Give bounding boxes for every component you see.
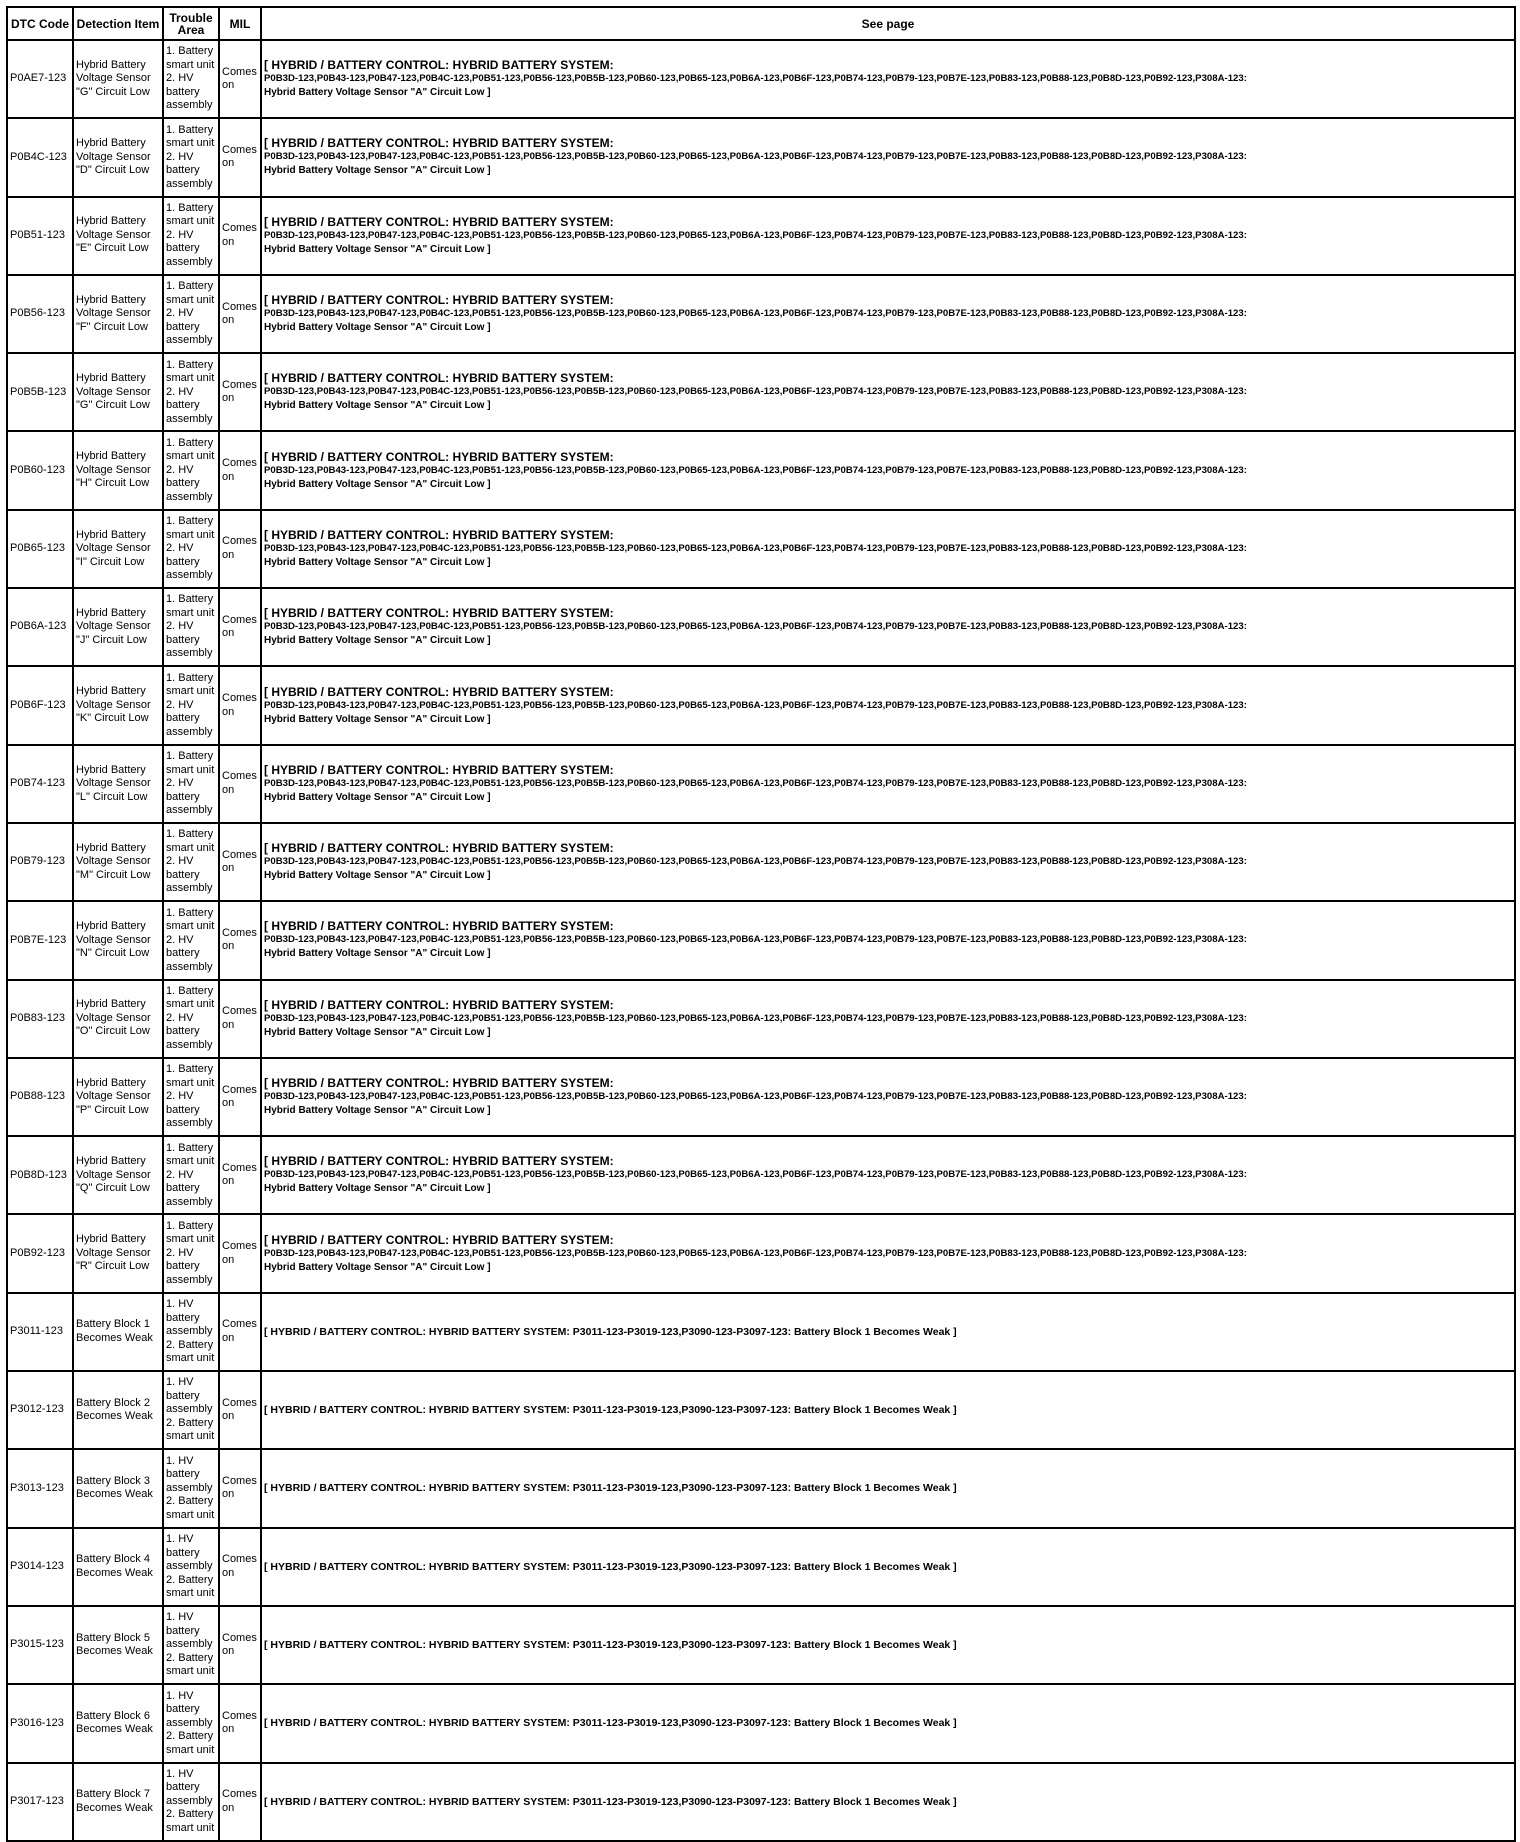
see-page-description: Hybrid Battery Voltage Sensor "A" Circuit Low ] [264,322,491,334]
see-page-link[interactable]: [ HYBRID / BATTERY CONTROL: HYBRID BATTERY SYSTEM: P3011-123-P3019-123,P3090-123-P3097-123: Battery Block 1 Becomes Weak ] [261,1371,1515,1449]
mil-cell: Comes on [219,1371,261,1449]
see-page-description: Hybrid Battery Voltage Sensor "A" Circuit Low ] [264,791,491,803]
mil-cell: Comes on [219,901,261,979]
see-page-title: [ HYBRID / BATTERY CONTROL: HYBRID BATTERY SYSTEM: [264,214,614,229]
detection-item-cell: Hybrid Battery Voltage Sensor "L" Circuit Low [73,745,163,823]
table-row [7,118,1515,196]
dtc-code-cell: P0B56-123 [7,275,73,353]
mil-cell: Comes on [219,666,261,744]
see-page-link[interactable] [261,1058,1515,1136]
see-page-title: [ HYBRID / BATTERY CONTROL: HYBRID BATTERY SYSTEM: [264,293,614,308]
see-page-link[interactable] [261,1136,1515,1214]
dtc-table [6,6,1516,1842]
mil-cell: Comes on [219,745,261,823]
mil-cell: Comes on [219,197,261,275]
see-page-title: [ HYBRID / BATTERY CONTROL: HYBRID BATTERY SYSTEM: [264,136,614,151]
dtc-table-sheet [6,6,1514,1842]
detection-item-cell: Battery Block 5 Becomes Weak [73,1606,163,1684]
table-row [7,1214,1515,1292]
see-page-description: Hybrid Battery Voltage Sensor "A" Circuit Low ] [264,1026,491,1038]
see-page-description: Hybrid Battery Voltage Sensor "A" Circuit Low ] [264,165,491,177]
see-page-link[interactable] [261,1214,1515,1292]
see-page-codes: P0B3D-123,P0B43-123,P0B47-123,P0B4C-123,P0B51-123,P0B56-123,P0B5B-123,P0B60-123,P0B65-123,P0B6A-123,P0B6F-123,P0B74-123,P0B79-123,P0B7E-123,P0B83-123,P0B88-123,P0B8D-123,P0B92-123,P308A-123: [264,1247,1247,1259]
detection-item-cell: Battery Block 1 Becomes Weak [73,1293,163,1371]
table-row [7,1528,1515,1606]
trouble-area-cell: 1. Battery smart unit 2. HV battery assembly [163,1214,219,1292]
dtc-code-cell: P3016-123 [7,1684,73,1762]
trouble-area-cell: 1. HV battery assembly 2. Battery smart unit [163,1293,219,1371]
see-page-description: Hybrid Battery Voltage Sensor "A" Circuit Low ] [264,400,491,412]
trouble-area-cell: 1. Battery smart unit 2. HV battery assembly [163,980,219,1058]
see-page-link[interactable] [261,823,1515,901]
table-row [7,588,1515,666]
see-page-description: Hybrid Battery Voltage Sensor "A" Circuit Low ] [264,1183,491,1195]
dtc-code-cell: P0B6A-123 [7,588,73,666]
table-row [7,901,1515,979]
mil-cell: Comes on [219,431,261,509]
trouble-area-cell: 1. Battery smart unit 2. HV battery assembly [163,823,219,901]
trouble-area-cell: 1. HV battery assembly 2. Battery smart unit [163,1371,219,1449]
dtc-code-cell: P0B8D-123 [7,1136,73,1214]
mil-cell: Comes on [219,1058,261,1136]
table-row [7,1606,1515,1684]
dtc-code-cell: P0B51-123 [7,197,73,275]
mil-cell: Comes on [219,353,261,431]
see-page-link[interactable] [261,275,1515,353]
detection-item-cell: Hybrid Battery Voltage Sensor "H" Circuit Low [73,431,163,509]
trouble-area-cell: 1. Battery smart unit 2. HV battery assembly [163,353,219,431]
see-page-description: Hybrid Battery Voltage Sensor "A" Circuit Low ] [264,948,491,960]
see-page-codes: P0B3D-123,P0B43-123,P0B47-123,P0B4C-123,P0B51-123,P0B56-123,P0B5B-123,P0B60-123,P0B65-123,P0B6A-123,P0B6F-123,P0B74-123,P0B79-123,P0B7E-123,P0B83-123,P0B88-123,P0B8D-123,P0B92-123,P308A-123: [264,308,1247,320]
dtc-code-cell: P0B65-123 [7,510,73,588]
see-page-codes: P0B3D-123,P0B43-123,P0B47-123,P0B4C-123,P0B51-123,P0B56-123,P0B5B-123,P0B60-123,P0B65-123,P0B6A-123,P0B6F-123,P0B74-123,P0B79-123,P0B7E-123,P0B83-123,P0B88-123,P0B8D-123,P0B92-123,P308A-123: [264,934,1247,946]
detection-item-cell: Hybrid Battery Voltage Sensor "E" Circuit Low [73,197,163,275]
dtc-code-cell: P3011-123 [7,1293,73,1371]
detection-item-cell: Hybrid Battery Voltage Sensor "R" Circuit Low [73,1214,163,1292]
table-row [7,353,1515,431]
see-page-codes: P0B3D-123,P0B43-123,P0B47-123,P0B4C-123,P0B51-123,P0B56-123,P0B5B-123,P0B60-123,P0B65-123,P0B6A-123,P0B6F-123,P0B74-123,P0B79-123,P0B7E-123,P0B83-123,P0B88-123,P0B8D-123,P0B92-123,P308A-123: [264,777,1247,789]
see-page-codes: P0B3D-123,P0B43-123,P0B47-123,P0B4C-123,P0B51-123,P0B56-123,P0B5B-123,P0B60-123,P0B65-123,P0B6A-123,P0B6F-123,P0B74-123,P0B79-123,P0B7E-123,P0B83-123,P0B88-123,P0B8D-123,P0B92-123,P308A-123: [264,542,1247,554]
see-page-link[interactable]: [ HYBRID / BATTERY CONTROL: HYBRID BATTERY SYSTEM: P3011-123-P3019-123,P3090-123-P3097-123: Battery Block 1 Becomes Weak ] [261,1763,1515,1841]
see-page-link[interactable] [261,588,1515,666]
mil-cell: Comes on [219,1528,261,1606]
table-row [7,431,1515,509]
see-page-description: Hybrid Battery Voltage Sensor "A" Circuit Low ] [264,1261,491,1273]
trouble-area-cell: 1. Battery smart unit 2. HV battery assembly [163,118,219,196]
see-page-link[interactable]: [ HYBRID / BATTERY CONTROL: HYBRID BATTERY SYSTEM: P3011-123-P3019-123,P3090-123-P3097-123: Battery Block 1 Becomes Weak ] [261,1684,1515,1762]
see-page-codes: P0B3D-123,P0B43-123,P0B47-123,P0B4C-123,P0B51-123,P0B56-123,P0B5B-123,P0B60-123,P0B65-123,P0B6A-123,P0B6F-123,P0B74-123,P0B79-123,P0B7E-123,P0B83-123,P0B88-123,P0B8D-123,P0B92-123,P308A-123: [264,621,1247,633]
see-page-title: [ HYBRID / BATTERY CONTROL: HYBRID BATTERY SYSTEM: [264,684,614,699]
mil-cell: Comes on [219,275,261,353]
see-page-link[interactable] [261,431,1515,509]
dtc-code-cell: P0B92-123 [7,1214,73,1292]
see-page-link[interactable] [261,197,1515,275]
table-row [7,1763,1515,1841]
mil-cell: Comes on [219,1214,261,1292]
see-page-title: [ HYBRID / BATTERY CONTROL: HYBRID BATTERY SYSTEM: [264,841,614,856]
see-page-codes: P0B3D-123,P0B43-123,P0B47-123,P0B4C-123,P0B51-123,P0B56-123,P0B5B-123,P0B60-123,P0B65-123,P0B6A-123,P0B6F-123,P0B74-123,P0B79-123,P0B7E-123,P0B83-123,P0B88-123,P0B8D-123,P0B92-123,P308A-123: [264,73,1247,85]
see-page-codes: P0B3D-123,P0B43-123,P0B47-123,P0B4C-123,P0B51-123,P0B56-123,P0B5B-123,P0B60-123,P0B65-123,P0B6A-123,P0B6F-123,P0B74-123,P0B79-123,P0B7E-123,P0B83-123,P0B88-123,P0B8D-123,P0B92-123,P308A-123: [264,1169,1247,1181]
table-row [7,510,1515,588]
detection-item-cell: Hybrid Battery Voltage Sensor "Q" Circuit Low [73,1136,163,1214]
dtc-code-cell: P3015-123 [7,1606,73,1684]
table-row [7,275,1515,353]
see-page-title: [ HYBRID / BATTERY CONTROL: HYBRID BATTERY SYSTEM: [264,997,614,1012]
see-page-link[interactable]: [ HYBRID / BATTERY CONTROL: HYBRID BATTERY SYSTEM: P3011-123-P3019-123,P3090-123-P3097-123: Battery Block 1 Becomes Weak ] [261,1449,1515,1527]
see-page-description: Hybrid Battery Voltage Sensor "A" Circuit Low ] [264,87,491,99]
trouble-area-cell: 1. Battery smart unit 2. HV battery assembly [163,275,219,353]
trouble-area-cell: 1. HV battery assembly 2. Battery smart unit [163,1606,219,1684]
dtc-code-cell: P0B88-123 [7,1058,73,1136]
table-row [7,745,1515,823]
trouble-area-cell: 1. Battery smart unit 2. HV battery assembly [163,745,219,823]
dtc-code-cell: P0B74-123 [7,745,73,823]
detection-item-cell: Battery Block 4 Becomes Weak [73,1528,163,1606]
see-page-description: Hybrid Battery Voltage Sensor "A" Circuit Low ] [264,1105,491,1116]
trouble-area-cell: 1. Battery smart unit 2. HV battery assembly [163,510,219,588]
see-page-link[interactable]: [ HYBRID / BATTERY CONTROL: HYBRID BATTERY SYSTEM: P3011-123-P3019-123,P3090-123-P3097-123: Battery Block 1 Becomes Weak ] [261,1528,1515,1606]
detection-item-cell: Hybrid Battery Voltage Sensor "M" Circuit Low [73,823,163,901]
mil-cell: Comes on [219,510,261,588]
see-page-link[interactable] [261,510,1515,588]
see-page-title: [ HYBRID / BATTERY CONTROL: HYBRID BATTERY SYSTEM: [264,1154,614,1169]
table-row [7,197,1515,275]
dtc-code-cell: P3017-123 [7,1763,73,1841]
see-page-codes: P0B3D-123,P0B43-123,P0B47-123,P0B4C-123,P0B51-123,P0B56-123,P0B5B-123,P0B60-123,P0B65-123,P0B6A-123,P0B6F-123,P0B74-123,P0B79-123,P0B7E-123,P0B83-123,P0B88-123,P0B8D-123,P0B92-123,P308A-123: [264,151,1247,163]
dtc-code-cell: P0B6F-123 [7,666,73,744]
detection-item-cell: Hybrid Battery Voltage Sensor "K" Circuit Low [73,666,163,744]
mil-cell: Comes on [219,980,261,1058]
dtc-code-cell: P3014-123 [7,1528,73,1606]
trouble-area-cell: 1. Battery smart unit 2. HV battery assembly [163,431,219,509]
table-row [7,823,1515,901]
detection-item-cell: Hybrid Battery Voltage Sensor "J" Circuit Low [73,588,163,666]
detection-item-cell: Hybrid Battery Voltage Sensor "F" Circuit Low [73,275,163,353]
see-page-link[interactable] [261,666,1515,744]
dtc-code-cell: P0AE7-123 [7,40,73,118]
mil-cell: Comes on [219,1763,261,1841]
mil-cell: Comes on [219,1293,261,1371]
see-page-title: [ HYBRID / BATTERY CONTROL: HYBRID BATTERY SYSTEM: [264,449,614,464]
detection-item-cell: Hybrid Battery Voltage Sensor "G" Circuit Low [73,40,163,118]
see-page-codes: P0B3D-123,P0B43-123,P0B47-123,P0B4C-123,P0B51-123,P0B56-123,P0B5B-123,P0B60-123,P0B65-123,P0B6A-123,P0B6F-123,P0B74-123,P0B79-123,P0B7E-123,P0B83-123,P0B88-123,P0B8D-123,P0B92-123,P308A-123: [264,856,1247,868]
trouble-area-cell: 1. HV battery assembly 2. Battery smart unit [163,1684,219,1762]
see-page-description: Hybrid Battery Voltage Sensor "A" Circuit Low ] [264,478,491,490]
header-mil: MIL [219,7,261,40]
see-page-title: [ HYBRID / BATTERY CONTROL: HYBRID BATTERY SYSTEM: [264,762,614,777]
detection-item-cell: Hybrid Battery Voltage Sensor "D" Circuit Low [73,118,163,196]
see-page-codes: P0B3D-123,P0B43-123,P0B47-123,P0B4C-123,P0B51-123,P0B56-123,P0B5B-123,P0B60-123,P0B65-123,P0B6A-123,P0B6F-123,P0B74-123,P0B79-123,P0B7E-123,P0B83-123,P0B88-123,P0B8D-123,P0B92-123,P308A-123: [264,229,1247,241]
trouble-area-cell: 1. HV battery assembly 2. Battery smart unit [163,1763,219,1841]
see-page-title: [ HYBRID / BATTERY CONTROL: HYBRID BATTERY SYSTEM: [264,1076,614,1090]
trouble-area-cell: 1. Battery smart unit 2. HV battery assembly [163,40,219,118]
see-page-link[interactable] [261,353,1515,431]
trouble-area-cell: 1. Battery smart unit 2. HV battery assembly [163,197,219,275]
mil-cell: Comes on [219,823,261,901]
trouble-area-cell: 1. Battery smart unit 2. HV battery assembly [163,1058,219,1136]
mil-cell: Comes on [219,588,261,666]
mil-cell: Comes on [219,1136,261,1214]
dtc-code-cell: P0B4C-123 [7,118,73,196]
detection-item-cell: Hybrid Battery Voltage Sensor "I" Circuit Low [73,510,163,588]
detection-item-cell: Battery Block 2 Becomes Weak [73,1371,163,1449]
see-page-description: Hybrid Battery Voltage Sensor "A" Circuit Low ] [264,243,491,255]
see-page-description: Hybrid Battery Voltage Sensor "A" Circuit Low ] [264,635,491,647]
dtc-code-cell: P0B5B-123 [7,353,73,431]
see-page-link[interactable] [261,40,1515,118]
mil-cell: Comes on [219,40,261,118]
table-row [7,40,1515,118]
see-page-link[interactable] [261,901,1515,979]
trouble-area-cell: 1. HV battery assembly 2. Battery smart unit [163,1449,219,1527]
mil-cell: Comes on [219,1606,261,1684]
table-row [7,1136,1515,1214]
see-page-link[interactable] [261,118,1515,196]
header-see-page: See page [261,7,1515,40]
dtc-code-cell: P0B60-123 [7,431,73,509]
see-page-description: Hybrid Battery Voltage Sensor "A" Circuit Low ] [264,713,491,725]
detection-item-cell: Battery Block 3 Becomes Weak [73,1449,163,1527]
see-page-codes: P0B3D-123,P0B43-123,P0B47-123,P0B4C-123,P0B51-123,P0B56-123,P0B5B-123,P0B60-123,P0B65-123,P0B6A-123,P0B6F-123,P0B74-123,P0B79-123,P0B7E-123,P0B83-123,P0B88-123,P0B8D-123,P0B92-123,P308A-123: [264,464,1247,476]
mil-cell: Comes on [219,118,261,196]
detection-item-cell: Hybrid Battery Voltage Sensor "N" Circuit Low [73,901,163,979]
mil-cell: Comes on [219,1449,261,1527]
detection-item-cell: Hybrid Battery Voltage Sensor "G" Circuit Low [73,353,163,431]
see-page-title: [ HYBRID / BATTERY CONTROL: HYBRID BATTERY SYSTEM: [264,58,614,73]
dtc-code-cell: P3013-123 [7,1449,73,1527]
mil-cell: Comes on [219,1684,261,1762]
trouble-area-cell: 1. Battery smart unit 2. HV battery assembly [163,901,219,979]
table-header-row [7,7,1515,40]
dtc-code-cell: P0B7E-123 [7,901,73,979]
see-page-codes: P0B3D-123,P0B43-123,P0B47-123,P0B4C-123,P0B51-123,P0B56-123,P0B5B-123,P0B60-123,P0B65-123,P0B6A-123,P0B6F-123,P0B74-123,P0B79-123,P0B7E-123,P0B83-123,P0B88-123,P0B8D-123,P0B92-123,P308A-123: [264,1012,1247,1024]
see-page-description: Hybrid Battery Voltage Sensor "A" Circuit Low ] [264,556,491,568]
see-page-title: [ HYBRID / BATTERY CONTROL: HYBRID BATTERY SYSTEM: [264,1232,614,1247]
trouble-area-cell: 1. HV battery assembly 2. Battery smart unit [163,1528,219,1606]
see-page-link[interactable]: [ HYBRID / BATTERY CONTROL: HYBRID BATTERY SYSTEM: P3011-123-P3019-123,P3090-123-P3097-123: Battery Block 1 Becomes Weak ] [261,1293,1515,1371]
table-row [7,1371,1515,1449]
see-page-codes: P0B3D-123,P0B43-123,P0B47-123,P0B4C-123,P0B51-123,P0B56-123,P0B5B-123,P0B60-123,P0B65-123,P0B6A-123,P0B6F-123,P0B74-123,P0B79-123,P0B7E-123,P0B83-123,P0B88-123,P0B8D-123,P0B92-123,P308A-123: [264,699,1247,711]
trouble-area-cell: 1. Battery smart unit 2. HV battery assembly [163,1136,219,1214]
table-row [7,980,1515,1058]
dtc-code-cell: P0B83-123 [7,980,73,1058]
dtc-code-cell: P3012-123 [7,1371,73,1449]
see-page-title: [ HYBRID / BATTERY CONTROL: HYBRID BATTERY SYSTEM: [264,527,614,542]
table-row [7,1684,1515,1762]
see-page-codes: P0B3D-123,P0B43-123,P0B47-123,P0B4C-123,P0B51-123,P0B56-123,P0B5B-123,P0B60-123,P0B65-123,P0B6A-123,P0B6F-123,P0B74-123,P0B79-123,P0B7E-123,P0B83-123,P0B88-123,P0B8D-123,P0B92-123,P308A-123: [264,386,1247,398]
header-detection-item: Detection Item [73,7,163,40]
table-row [7,1449,1515,1527]
table-row [7,1293,1515,1371]
see-page-link[interactable]: [ HYBRID / BATTERY CONTROL: HYBRID BATTERY SYSTEM: P3011-123-P3019-123,P3090-123-P3097-123: Battery Block 1 Becomes Weak ] [261,1606,1515,1684]
see-page-description: Hybrid Battery Voltage Sensor "A" Circuit Low ] [264,870,491,882]
detection-item-cell: Hybrid Battery Voltage Sensor "O" Circuit Low [73,980,163,1058]
trouble-area-cell: 1. Battery smart unit 2. HV battery assembly [163,666,219,744]
dtc-code-cell: P0B79-123 [7,823,73,901]
detection-item-cell: Hybrid Battery Voltage Sensor "P" Circuit Low [73,1058,163,1136]
see-page-title: [ HYBRID / BATTERY CONTROL: HYBRID BATTERY SYSTEM: [264,919,614,934]
header-trouble-area: Trouble Area [163,7,219,40]
table-row [7,666,1515,744]
see-page-codes: P0B3D-123,P0B43-123,P0B47-123,P0B4C-123,P0B51-123,P0B56-123,P0B5B-123,P0B60-123,P0B65-123,P0B6A-123,P0B6F-123,P0B74-123,P0B79-123,P0B7E-123,P0B83-123,P0B88-123,P0B8D-123,P0B92-123,P308A-123: [264,1091,1247,1102]
detection-item-cell: Battery Block 7 Becomes Weak [73,1763,163,1841]
detection-item-cell: Battery Block 6 Becomes Weak [73,1684,163,1762]
see-page-link[interactable] [261,745,1515,823]
see-page-title: [ HYBRID / BATTERY CONTROL: HYBRID BATTERY SYSTEM: [264,606,614,621]
see-page-title: [ HYBRID / BATTERY CONTROL: HYBRID BATTERY SYSTEM: [264,371,614,386]
trouble-area-cell: 1. Battery smart unit 2. HV battery assembly [163,588,219,666]
table-row [7,1058,1515,1136]
see-page-link[interactable] [261,980,1515,1058]
header-dtc-code: DTC Code [7,7,73,40]
